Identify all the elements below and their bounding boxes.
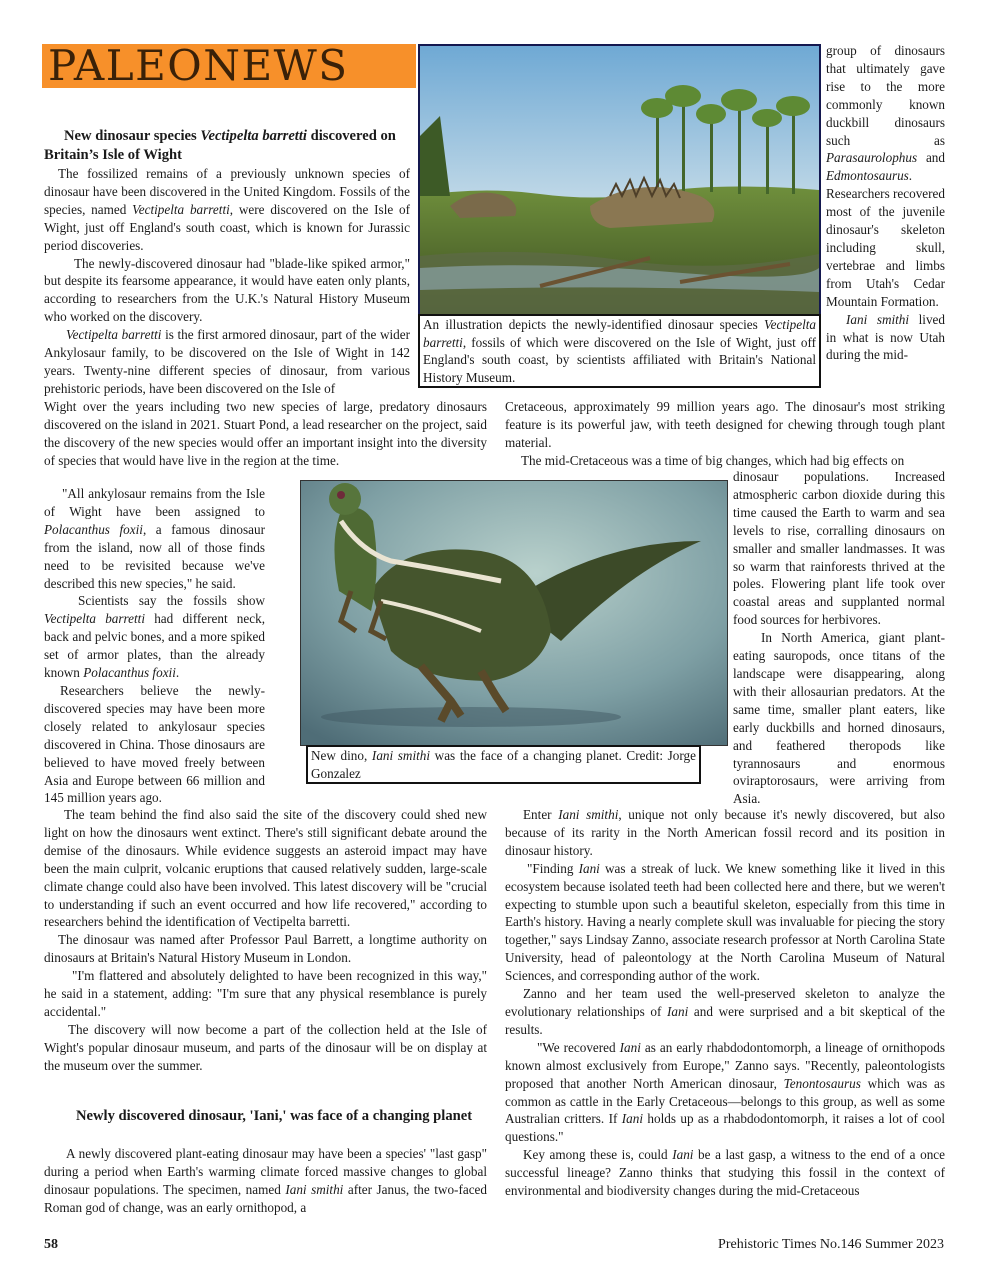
figure2-caption-text: New dino, [311,748,372,763]
article2-c7-end: and were surprised and a bit skeptical of the results. [505,1003,945,1037]
article1-heading-text-2: discovered on Britain’s Isle of Wight [44,128,396,163]
figure2-caption [306,745,701,784]
article1-wide-block [44,398,487,470]
article1-p4: "All ankylosaur remains from the Isle of Wight have been assigned to [44,486,265,519]
article2-c2: lived in what is now Utah during the mid- [826,311,946,363]
article2-c3-cont: dinosaur populations. Increased atmospheric carbon dioxide during this time caused the Earth to warm and sea levels to rise, corralling dinosaurs on smaller and smaller landmasses. It was so warm that rainforests thrived at the poles. Flowering plant life took over coastal areas and supplanted normal food sources for herbivores. [733,469,945,628]
article2-left-block [44,1145,487,1217]
article2-c8-mid: as an early rhabdodontomorph, a lineage of ornithopods known almost exclusively from Europe," Zanno says. "Recently, paleontologists proposed that another North American dinosaur, [505,1039,945,1091]
article2-c4: In North America, giant plant-eating sauropods, once titans of the landscape were disappearing, along with their allosaurian predators. At the same time, smaller plant eaters, like early duckbills and horned dinosaurs, and feathered theropods like tyrannosaurs and enormous oviraptorosaurs, were arriving from Asia. [733,630,945,807]
article1-p10: The discovery will now become a part of the collection held at the Isle of Wight's popular dinosaur museum, and parts of the dinosaur will be on display at the museum over the summer. [44,1021,487,1073]
figure1-caption-text-2: , fossils of which were discovered on the Isle of Wight, just off England's south coast, by scientists affiliated with Britain's National History Museum. [423,334,816,385]
article1-p7: The team behind the find also said the site of the discovery could shed new light on how the dinosaurs went extinct. There's still significant debate around the demise of the dinosaurs. While evidence suggests an asteroid impact may have been the main culprit, volcanic eruptions that caused relatively sudden, large-scale climate change could also have been involved. This latest discovery will be "crucial to understanding if such an event occurred and how life recovered," according to researchers behind the identification of Vectipelta barretti. [44,807,487,930]
vectipelta-illustration [418,44,821,316]
article1-p5-species-2: Polacanthus foxii [83,665,176,681]
article1-bottom-block [44,806,487,1075]
paleonews-banner [42,41,416,90]
article2-p1-species: Iani smithi [285,1181,344,1197]
article2-c2-cont: Cretaceous, approximately 99 million years ago. The dinosaur's most striking feature is its powerful jaw, with teeth designed for chewing through tough plant material. [505,399,945,450]
article1-p4-end: , a famous dinosaur from the island, now all of those finds need to be revisited because we've described this new species," he said. [44,521,266,591]
article2-c6-end: was a streak of luck. We knew something like it lived in this ecosystem because isolated teeth had been collected here and there, but we weren't expecting to stumble upon such a beautiful skeleton, especially from this time in Earth's history. Having a nearly complete skull was invaluable for piecing the story together," says Lindsay Zanno, associate research professor at North Carolina State University, head of paleontology at the North Carolina Museum of Natural Sciences, and corresponding author of the work. [505,860,945,984]
article2-heading-text: Newly discovered dinosaur, 'Iani,' was face of a changing planet [76,1108,473,1124]
article2-c2-species: Iani smithi [846,311,910,327]
article1-p6: Researchers believe the newly-discovered species may have been more closely related to ankylosaur species discovered in China. Those dinosaurs are believed to have moved freely between Asia and Europe between 66 million and 145 million years ago. [44,682,265,806]
article2-p1-end: after Janus, the two-faced Roman god of change, was an early ornithopod, a [44,1181,487,1215]
article1-p1-end: , were discovered on the Isle of Wight, just off England's south coast, which is known for Jurassic period discoveries. [44,201,411,253]
article2-right-bottom [505,806,945,1200]
iani-smithi-illustration [300,480,728,746]
article2-c8-species: Iani [619,1039,641,1055]
article1-heading [44,127,410,165]
article1-p1-species: Vectipelta barretti [132,201,230,217]
figure1-caption-text: An illustration depicts the newly-identified dinosaur species [423,317,764,332]
article2-c8-mid-2: which was as common as cattle in the Early Cretaceous—belongs to this group, as well as some Australian critters. If [505,1075,945,1127]
figure1-caption [418,314,821,388]
article2-c5: Enter [523,807,559,822]
article1-narrow-block [44,485,265,807]
article2-c1: group of dinosaurs that ultimately gave rise to the more commonly known duckbill dinosaurs such as [826,43,945,148]
article2-c5-end: , unique not only because it's newly discovered, but also because of its rarity in the North American fossil record and its position in dinosaur history. [505,807,946,858]
article2-p1: A newly discovered plant-eating dinosaur may have been a species' "last gasp" during a period when Earth's warming climate forced massive changes to global dinosaur populations. The specimen, named [44,1146,487,1197]
figure1-caption-species: Vectipelta barretti [423,317,816,350]
article2-c6-species: Iani [578,860,600,876]
article2-c1-species: Parasaurolophus [826,150,918,166]
article2-c7: Zanno and her team used the well-preserved skeleton to analyze the evolutionary relationships of [505,986,945,1019]
article2-c3: The mid-Cretaceous was a time of big changes, which had big effects on [521,452,905,468]
article1-heading-species: Vectipelta barretti [200,128,307,144]
article2-right-mid [733,468,945,808]
article1-p9: "I'm flattered and absolutely delighted to have been recognized in this way," he said in a statement, adding: "I'm sure that any physical resemblance is purely accidental." [44,968,487,1019]
article2-c8-species-2: Tenontosaurus [783,1075,861,1091]
article2-heading [44,1107,487,1126]
article1-p3-cont: Wight over the years including two new species of large, predatory dinosaurs discovered on the island in 2021. Stuart Pond, a lead researcher on the project, said the discovery of the new species would offer an important insight into the diversity of species that would have live in the region at the time. [44,399,487,468]
figure2-caption-text-2: was the face of a changing planet. Credit: Jorge Gonzalez [311,748,696,781]
article1-p8: The dinosaur was named after Professor Paul Barrett, a longtime authority on dinosaurs at Britain's Natural History Museum in London. [44,932,487,966]
article2-c8: "We recovered [537,1039,620,1055]
article2-c5-species: Iani smithi [558,807,619,822]
article2-c1-end: . Researchers recovered most of the juvenile dinosaur's skeleton including skull, vertebrae and limbs from Utah's Cedar Mountain Formation. [826,168,945,309]
article2-c8-end: holds up as a rhabdodontomorph, it raises a lot of cool questions." [505,1111,945,1145]
article2-c9-species: Iani [672,1147,694,1163]
article2-c9: Key among these is, could [523,1147,673,1163]
vectipelta-scene-art [420,46,819,314]
iani-dinosaur-art [301,481,727,745]
page-number: 58 [44,1237,58,1252]
article2-c1-and: and [917,150,945,166]
article2-c6: "Finding [527,860,579,876]
article1-p4-species: Polacanthus foxii [44,521,143,537]
article1-p3-species: Vectipelta barretti [66,327,162,343]
article2-right-wide [505,398,945,470]
article1-p5: Scientists say the fossils show [78,593,265,609]
article1-p5-species: Vectipelta barretti [44,611,146,627]
article1-p5-end: . [175,665,180,681]
article1-p1: The fossilized remains of a previously unknown species of dinosaur have been discovered in the United Kingdom. Fossils of the species, named [44,166,410,217]
publication-footer: Prehistoric Times No.146 Summer 2023 [718,1237,944,1252]
article1-p2: The newly-discovered dinosaur had "blade-like spiked armor," but despite its fearsome appearance, it would have eaten only plants, according to researchers from the U.K.'s Natural History Museum who worked on the discovery. [44,255,410,325]
article2-c8-species-3: Iani [621,1111,644,1127]
banner-title: PALEONEWS [48,41,349,90]
article1-heading-text: New dinosaur species [64,128,201,144]
article1-p5-mid: had different neck, back and pelvic bones, and a more spiked set of armor plates, than the already known [44,611,266,681]
article2-right-narrow [826,42,945,364]
article2-c9-end: be a last gasp, a witness to the end of a once successful lineage? Zanno thinks that studying this fossil in the context of environmental and biodiversity changes during the mid-Cretaceous [505,1147,945,1199]
article1-p3: is the first armored dinosaur, part of the wider Ankylosaur family, to be discovered on the Isle of Wight in 142 years. Twenty-nine different species of dinosaur, from various prehistoric periods, have been discovered on the Isle of [44,327,410,396]
figure2-caption-species: Iani smithi [371,748,431,763]
article2-c7-species: Iani [667,1003,689,1019]
article1-column-top [44,165,410,398]
article2-c1-species-2: Edmontosaurus [826,168,909,184]
